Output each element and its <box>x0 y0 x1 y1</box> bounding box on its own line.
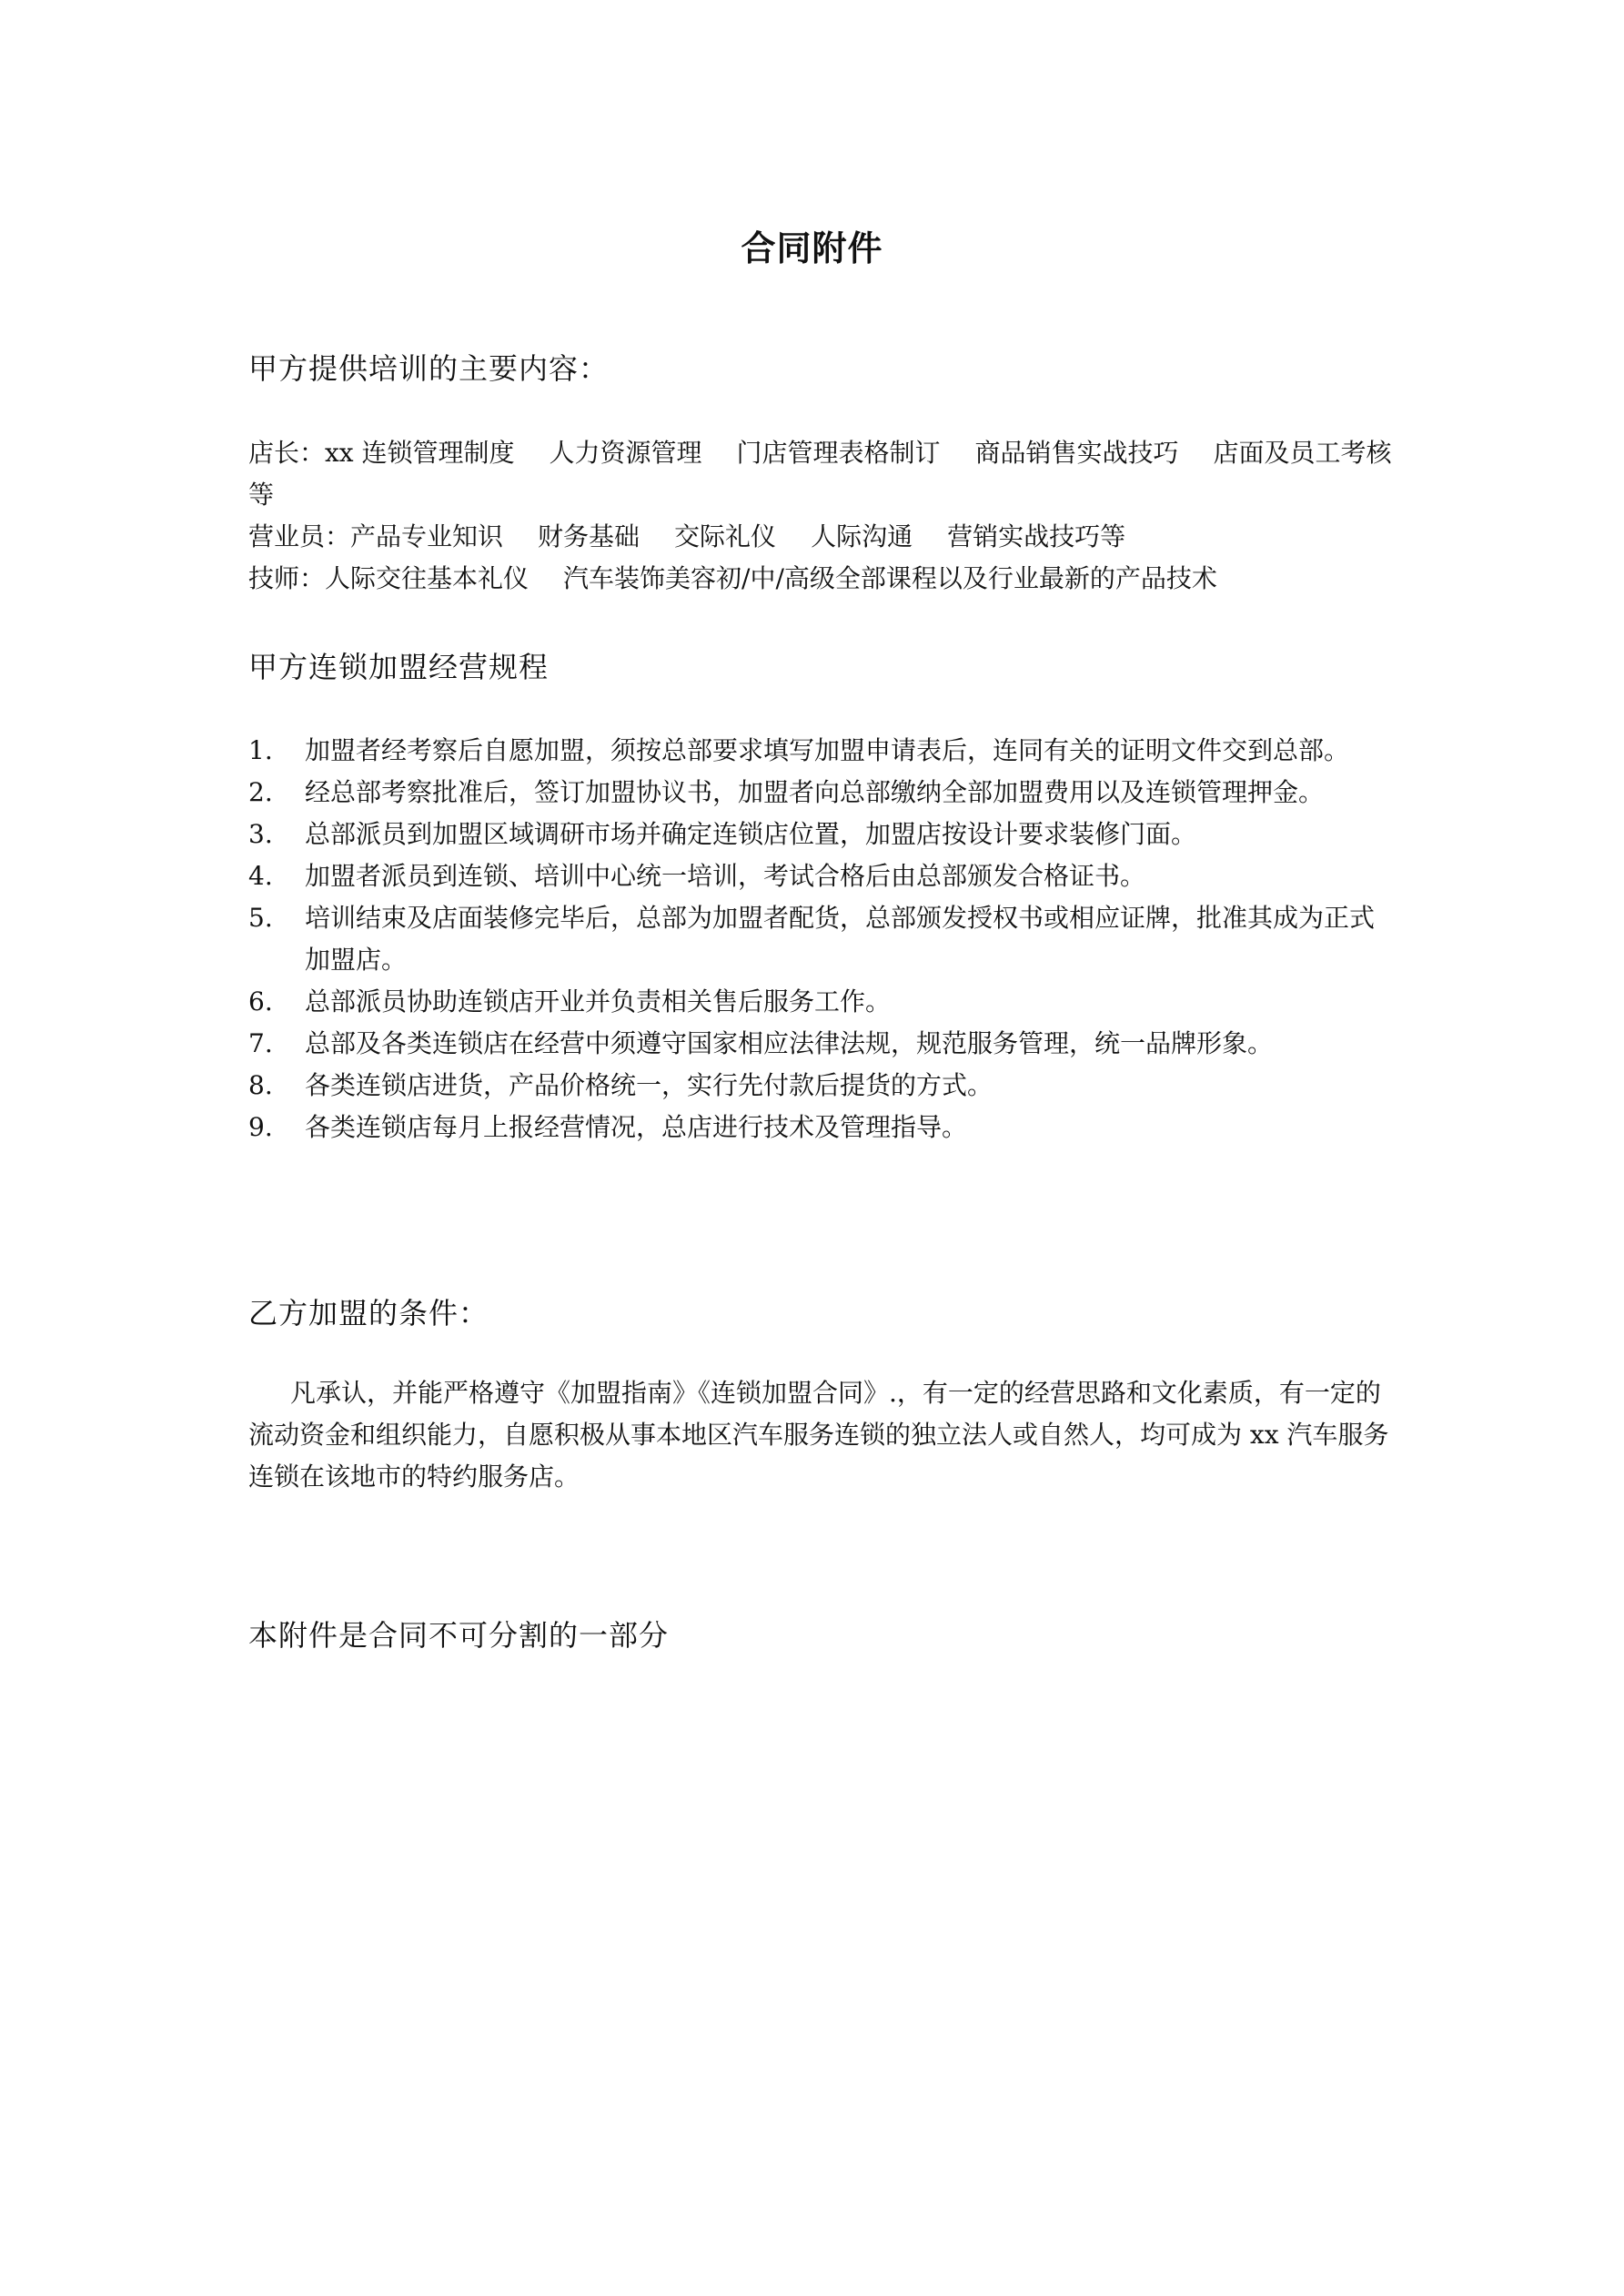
training-heading: 甲方提供培训的主要内容： <box>248 351 610 386</box>
conditions-heading: 乙方加盟的条件： <box>248 1296 489 1330</box>
list-item <box>248 814 1397 855</box>
list-number: 7. <box>248 1028 273 1058</box>
rules-list <box>248 730 1397 1148</box>
conditions-paragraph: 凡承认，并能严格遵守《加盟指南》《连锁加盟合同》.，有一定的经营思路和文化素质，有一定的流动资金和组织能力，自愿积极从事本地区汽车服务连锁的独立法人或自然人，均可成为 xx 汽车服务连锁在该地市的特约服务店。 <box>248 1378 1389 1492</box>
list-text: 各类连锁店每月上报经营情况，总店进行技术及管理指导。 <box>305 1112 968 1142</box>
list-number: 9. <box>248 1112 273 1142</box>
list-number: 4. <box>248 861 273 891</box>
training-item: xx 连锁管理制度 <box>325 438 515 468</box>
training-item: 人力资源管理 <box>549 438 702 468</box>
list-number: 6. <box>248 986 273 1017</box>
list-text: 各类连锁店进货，产品价格统一，实行先付款后提货的方式。 <box>305 1070 994 1100</box>
training-item: 店面及员工考核等 <box>248 438 1392 510</box>
training-item: 人际交往基本礼仪 <box>325 563 530 593</box>
list-item <box>248 981 1397 1023</box>
list-text: 总部派员到加盟区域调研市场并确定连锁店位置，加盟店按设计要求装修门面。 <box>305 819 1197 849</box>
training-item: 商品销售实战技巧 <box>974 438 1179 468</box>
training-line-manager <box>248 432 1395 516</box>
training-item: 营销实战技巧等 <box>947 521 1126 551</box>
training-item: 汽车装饰美容初/中/高级全部课程以及行业最新的产品技术 <box>563 563 1217 593</box>
list-number: 2. <box>248 777 273 807</box>
list-number: 3. <box>248 819 273 849</box>
training-item: 财务基础 <box>538 521 641 551</box>
training-line-salesperson <box>248 516 1395 558</box>
training-line-technician <box>248 558 1395 600</box>
training-content <box>248 432 1395 600</box>
training-label: 营业员： <box>248 521 351 551</box>
list-text: 加盟者派员到连锁、培训中心统一培训，考试合格后由总部颁发合格证书。 <box>305 861 1146 891</box>
list-text: 加盟者经考察后自愿加盟，须按总部要求填写加盟申请表后，连同有关的证明文件交到总部。 <box>305 735 1350 765</box>
list-item <box>248 855 1397 897</box>
list-text: 总部派员协助连锁店开业并负责相关售后服务工作。 <box>305 986 892 1017</box>
list-number: 5. <box>248 903 273 933</box>
rules-heading: 甲方连锁加盟经营规程 <box>248 650 550 684</box>
list-number: 1. <box>248 735 273 765</box>
list-item <box>248 1107 1397 1148</box>
list-number: 8. <box>248 1070 273 1100</box>
document-title: 合同附件 <box>741 228 883 268</box>
training-item: 人际沟通 <box>811 521 913 551</box>
list-item <box>248 772 1397 814</box>
training-label: 技师： <box>248 563 326 593</box>
training-item: 交际礼仪 <box>674 521 777 551</box>
list-item <box>248 897 1397 981</box>
list-item <box>248 1065 1397 1107</box>
training-item: 产品专业知识 <box>350 521 504 551</box>
list-text: 培训结束及店面装修完毕后，总部为加盟者配货，总部颁发授权书或相应证牌，批准其成为正式加盟店。 <box>305 903 1376 975</box>
list-item <box>248 730 1397 772</box>
list-item <box>248 1023 1397 1065</box>
training-label: 店长： <box>248 438 326 468</box>
list-text: 经总部考察批准后，签订加盟协议书，加盟者向总部缴纳全部加盟费用以及连锁管理押金。 <box>305 777 1325 807</box>
training-item: 门店管理表格制订 <box>736 438 941 468</box>
list-text: 总部及各类连锁店在经营中须遵守国家相应法律法规，规范服务管理，统一品牌形象。 <box>305 1028 1274 1058</box>
closing-statement: 本附件是合同不可分割的一部分 <box>248 1618 670 1653</box>
